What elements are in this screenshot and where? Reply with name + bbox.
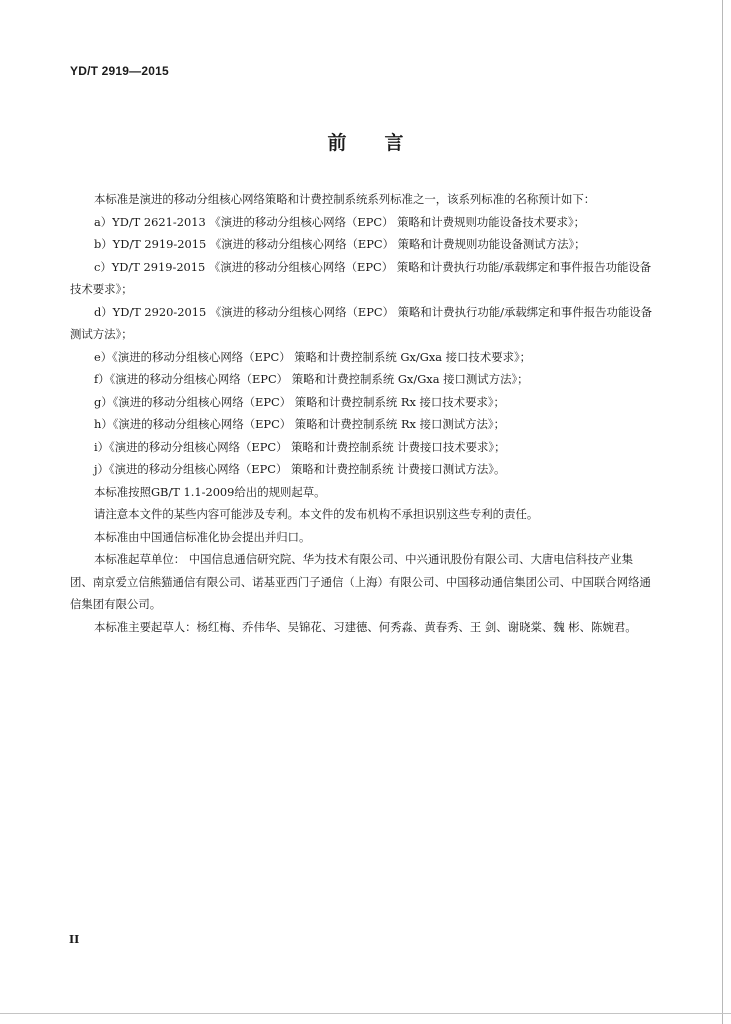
list-item-g: g）《演进的移动分组核心网络（EPC） 策略和计费控制系统 Rx 接口技术要求》； [94, 394, 505, 409]
page-title: 前言 [327, 132, 442, 154]
foreword-body [70, 188, 653, 638]
patent-notice-paragraph: 请注意本文件的某些内容可能涉及专利。本文件的发布机构不承担识别这些专利的责任。 [94, 507, 539, 521]
list-item-h: h）《演进的移动分组核心网络（EPC） 策略和计费控制系统 Rx 接口测试方法》； [94, 417, 505, 431]
list-item-j: j）《演进的移动分组核心网络（EPC） 策略和计费控制系统 计费接口测试方法》。 [94, 462, 506, 476]
list-item-b: b）YD/T 2919-2015 《演进的移动分组核心网络（EPC） 策略和计费规则功能设备测试方法》； [94, 237, 586, 251]
drafting-units-paragraph: 本标准起草单位： 中国信息通信研究院、华为技术有限公司、中兴通讯股份有限公司、大唐电信科技产业集团、南京爱立信熊猫通信有限公司、诺基亚西门子通信（上海）有限公司、中国移动通信集团公司、中国联合网络通信集团有限公司。 [70, 552, 651, 611]
list-item-d: d）YD/T 2920-2015 《演进的移动分组核心网络（EPC） 策略和计费执行功能/承载绑定和事件报告功能设备测试方法》； [70, 304, 653, 341]
list-item-c: c）YD/T 2919-2015 《演进的移动分组核心网络（EPC） 策略和计费执行功能/承载绑定和事件报告功能设备技术要求》； [70, 259, 652, 296]
list-item-f: f）《演进的移动分组核心网络（EPC） 策略和计费控制系统 Gx/Gxa 接口测试方法》； [94, 372, 529, 386]
intro-paragraph: 本标准是演进的移动分组核心网络策略和计费控制系统系列标准之一，该系列标准的名称预计如下： [94, 192, 596, 206]
standard-code: YD/T 2919—2015 [70, 64, 169, 78]
drafting-rules-paragraph: 本标准按照GB/T 1.1-2009给出的规则起草。 [94, 484, 326, 499]
list-item-a: a）YD/T 2621-2013 《演进的移动分组核心网络（EPC） 策略和计费规则功能设备技术要求》； [94, 214, 586, 229]
list-item-e: e）《演进的移动分组核心网络（EPC） 策略和计费控制系统 Gx/Gxa 接口技术要求》； [94, 349, 532, 364]
drafters-paragraph: 本标准主要起草人：杨红梅、乔伟华、吴锦花、习建德、何秀淼、黄春秀、王 剑、谢晓棠、魏 彬、陈婉君。 [94, 619, 637, 634]
list-item-i: i）《演进的移动分组核心网络（EPC） 策略和计费控制系统 计费接口技术要求》； [94, 439, 506, 454]
page-number: II [69, 933, 80, 946]
page-bottom-edge [0, 1013, 731, 1014]
proposer-paragraph: 本标准由中国通信标准化协会提出并归口。 [94, 529, 311, 544]
